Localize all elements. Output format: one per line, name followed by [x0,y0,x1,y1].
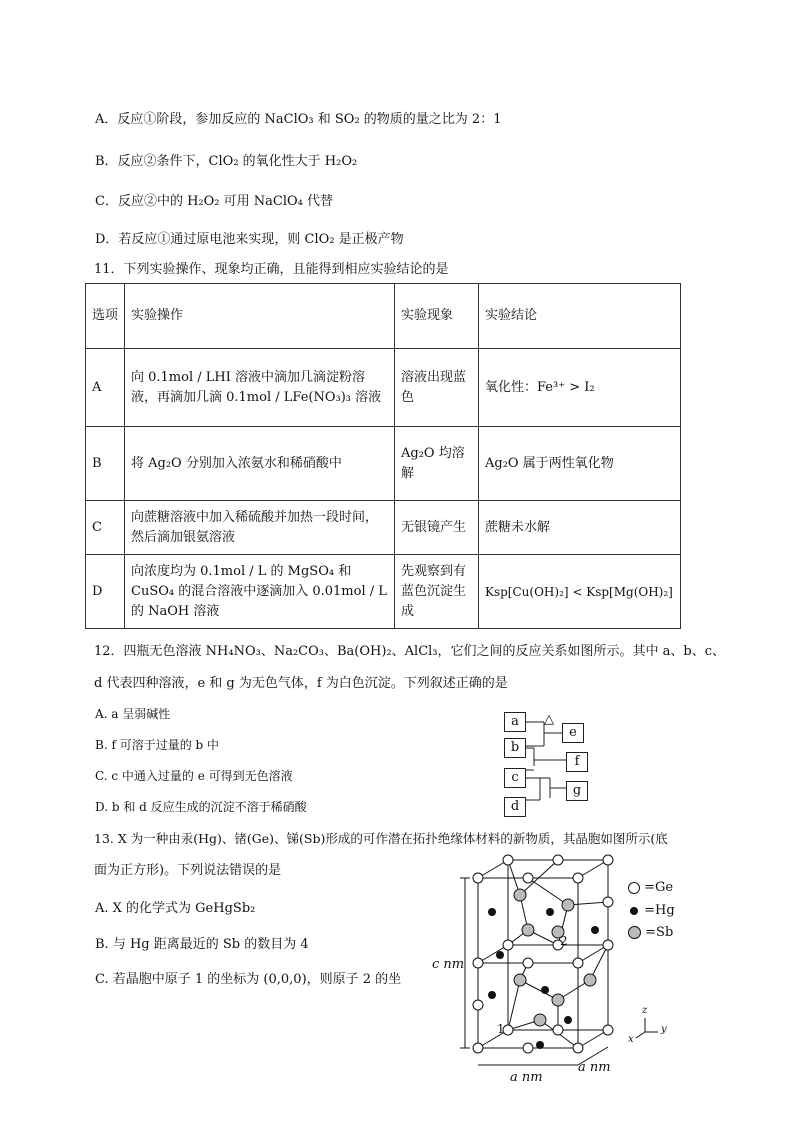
table-row [86,427,681,501]
gas-e-box: e [562,723,584,743]
atom-1-label: 1 [497,1022,505,1036]
table-cell: 将 Ag₂O 分别加入浓氨水和稀硝酸中 [125,427,395,501]
table-row [86,555,681,629]
q12-option-b: B. f 可溶于过量的 b 中 [95,738,220,752]
table-cell: B [86,427,125,501]
solution-d-box: d [504,797,526,817]
table-header-cell: 实验现象 [395,284,479,349]
q12-stem-line2: d 代表四种溶液，e 和 g 为无色气体，f 为白色沉淀。下列叙述正确的是 [94,676,508,691]
table-cell: A [86,349,125,427]
sb-atom-icon [628,926,641,939]
solution-c-box: c [504,768,526,788]
hg-atom-icon [630,907,638,915]
dimension-a-label: a nm [510,1070,543,1085]
q13-stem-line1: 13. X 为一种由汞(Hg)、锗(Ge)、锑(Sb)形成的可作潜在拓扑绝缘体材料的新物质，其晶胞如图所示(底 [94,831,668,846]
q12-option-d: D. b 和 d 反应生成的沉淀不溶于稀硝酸 [95,800,307,814]
q11-stem: 11．下列实验操作、现象均正确，且能得到相应实验结论的是 [94,262,449,277]
ge-atom-icon [628,882,640,894]
table-cell: 氧化性：Fe³⁺ > I₂ [479,349,681,427]
legend-hg-label: =Hg [644,903,675,918]
table-header-cell: 实验结论 [479,284,681,349]
table-header-row [86,284,681,349]
legend-sb [628,925,673,940]
q13-stem-line2: 面为正方形)。下列说法错误的是 [94,863,282,878]
q10-option-d: D．若反应①通过原电池来实现，则 ClO₂ 是正极产物 [95,232,404,247]
q13-option-c: C. 若晶胞中原子 1 的坐标为 (0,0,0)，则原子 2 的坐 [95,972,402,987]
q12-option-a: A. a 呈弱碱性 [95,707,171,721]
q12-stem-line1: 12．四瓶无色溶液 NH₄NO₃、Na₂CO₃、Ba(OH)₂、AlCl₃，它们之间的反应关系如图所示。其中 a、b、c、 [94,644,725,659]
table-row [86,501,681,555]
table-cell: 蔗糖未水解 [479,501,681,555]
table-cell: 向浓度均为 0.1mol / L 的 MgSO₄ 和 CuSO₄ 的混合溶液中逐滴加入 0.01mol / L 的 NaOH 溶液 [125,555,395,629]
table-cell: 向蔗糖溶液中加入稀硫酸并加热一段时间，然后滴加银氨溶液 [125,501,395,555]
dimension-a-depth-label: a nm [578,1060,611,1075]
legend-hg [628,903,675,918]
legend-ge-label: =Ge [644,880,674,895]
axis-z-label: z [642,1005,648,1016]
table-cell: Ag₂O 均溶解 [395,427,479,501]
q12-option-c: C. c 中通入过量的 e 可得到无色溶液 [95,769,293,783]
dimension-c-label: c nm [432,957,465,972]
table-cell: Ksp[Cu(OH)₂] < Ksp[Mg(OH)₂] [479,555,681,629]
legend-ge [628,880,673,895]
table-cell: 先观察到有蓝色沉淀生成 [395,555,479,629]
q10-option-c: C．反应②中的 H₂O₂ 可用 NaClO₄ 代替 [95,194,333,209]
heating-triangle-icon: △ [544,712,554,727]
solution-b-box: b [504,738,526,758]
axis-x-label: x [628,1034,634,1045]
q10-option-a: A．反应①阶段，参加反应的 NaClO₃ 和 SO₂ 的物质的量之比为 2：1 [95,112,502,127]
solution-a-box: a [504,712,526,732]
axis-y-label: y [661,1024,667,1035]
table-cell: 溶液出现蓝色 [395,349,479,427]
table-cell: C [86,501,125,555]
table-cell: 无银镜产生 [395,501,479,555]
table-row [86,349,681,427]
legend-sb-label: =Sb [645,925,674,940]
atom-2-label: 2 [560,934,568,948]
table-cell: 向 0.1mol / LHI 溶液中滴加几滴淀粉溶液，再滴加几滴 0.1mol / LFe(NO₃)₃ 溶液 [125,349,395,427]
experiment-table [85,283,681,629]
gas-g-box: g [566,781,588,801]
table-header-cell: 实验操作 [125,284,395,349]
precipitate-f-box: f [566,752,588,772]
table-cell: D [86,555,125,629]
q10-option-b: B．反应②条件下，ClO₂ 的氧化性大于 H₂O₂ [95,154,358,169]
table-header-cell: 选项 [86,284,125,349]
table-cell: Ag₂O 属于两性氧化物 [479,427,681,501]
q13-option-b: B. 与 Hg 距离最近的 Sb 的数目为 4 [95,937,309,952]
q13-option-a: A. X 的化学式为 GeHgSb₂ [95,901,256,916]
